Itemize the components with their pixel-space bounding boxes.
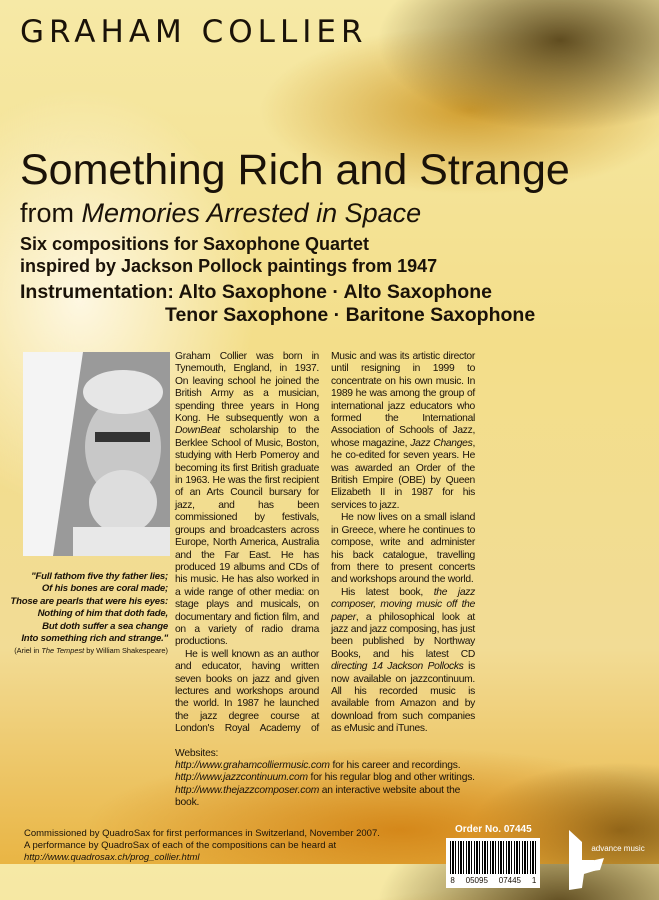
description [20,233,437,277]
composer-photo [23,352,170,556]
quote-line: Those are pearls that were his eyes: [10,595,168,607]
barcode [446,838,540,888]
bio-text: Jazz Changes [410,437,473,449]
website-link[interactable]: http://www.thejazzcomposer.com [175,784,320,796]
footer-link[interactable]: http://www.quadrosax.ch/prog_collier.html [24,851,200,863]
quote-line: Into something rich and strange." [21,633,168,645]
barcode-digit: 05095 [465,875,488,885]
website-link[interactable]: http://www.jazzcontinuum.com [175,772,308,784]
quote-line: But doth suffer a sea change [42,620,168,632]
barcode-bars [450,841,536,874]
bio-paragraph [175,351,319,649]
instrumentation [20,281,535,327]
bio-paragraph: He now lives on a small island in Greece, where he continues to compose, write and administer his back catalogue, travelling from there to present concerts and workshops around the world. [331,512,475,586]
biography [175,351,475,736]
website-desc: an interactive website about the book. [175,784,461,809]
website-item [175,760,475,772]
subtitle-from: from [20,198,82,228]
bio-text: Graham Collier was born in Tynemouth, England, in 1937. On leaving school he joined the British Army as a musician, spending three years in Hong Kong. He subsequently won a [175,351,319,425]
order-number: Order No. 07445 [454,823,532,835]
bio-text: , a philosophical look at jazz and jazz composing, has just been published by Northway Books, and his latest CD [331,611,475,660]
barcode-block [446,824,540,888]
bio-text: DownBeat [175,425,221,437]
bio-text: scholarship to the Berklee School of Music, Boston, studying with Herb Pomeroy and becoming its first British graduate in 1963. He was the first recipient of an Arts Council bursary for jazz, and has been commissioned by festivals, groups and broadcasters across Europe, North America, Australia and the Far East. He has produced 19 albums and CDs of his music. He has also worked in a wide range of other media: on stage plays and musicals, on documentary and fiction film, and on a variety of radio drama productions. [175,425,319,648]
instrumentation-line: Tenor Saxophone · Baritone Saxophone [165,304,536,326]
website-desc: for his regular blog and other writings. [307,772,475,784]
instrumentation-line: Instrumentation: Alto Saxophone · Alto Saxophone [20,281,492,303]
website-link[interactable]: http://www.grahamcolliermusic.com [175,760,330,771]
bio-text: He is well known as an author and educator, having written seven books on jazz and given lectures and workshops around the world. In 1987 he launched the jazz degree course at London's Royal Academy of Music and was its artistic director until resigning in 1999 to concentrate on his own music. In 1989 he was among the group of international jazz educators who formed the International Association of Schools of Jazz, whose magazine, [175,351,475,735]
composer-name: GRAHAM COLLIER [20,14,368,50]
footer-line: A performance by QuadroSax of each of the compositions can be heard at [24,839,337,851]
bio-text: is now available on jazzcontinuum. All his recorded music is available from Amazon and by download from such companies as eMusic and iTunes. [331,661,475,735]
footer-line: Commissioned by QuadroSax for first performances in Switzerland, November 2007. [24,827,380,839]
barcode-digit: 8 [450,875,455,885]
websites [175,748,475,810]
commission-note [24,828,422,864]
publisher-logo [564,830,644,892]
cite-pre: (Ariel in [14,646,42,656]
quote-line: Of his bones are coral made; [41,583,168,595]
bio-text: His latest book, [341,586,434,598]
description-line: inspired by Jackson Pollock paintings from 1947 [20,256,438,276]
publisher-name: advance music [591,843,645,853]
barcode-digit: 07445 [498,875,521,885]
description-line: Six compositions for Saxophone Quartet [20,234,370,254]
quote-line: Nothing of him that doth fade, [37,608,168,620]
bio-paragraph [331,587,475,736]
website-item [175,772,475,784]
bio-text: directing 14 Jackson Pollocks [331,661,464,673]
subtitle-work: Memories Arrested in Space [81,198,422,228]
quote-citation [0,645,168,657]
barcode-number [450,876,536,885]
barcode-digit: 1 [531,875,537,885]
website-desc: for his career and recordings. [329,760,461,771]
shakespeare-quote [0,571,168,658]
websites-heading: Websites: [175,747,219,759]
advance-music-logo-icon [564,830,614,890]
bio-text: , he co-edited for seven years. He was awarded an Order of the British Empire (OBE) by Queen Elizabeth II in 1987 for his services to jazz. [331,437,475,511]
quote-line: "Full fathom five thy father lies; [31,571,168,582]
bio-text: the jazz composer, moving music off the paper [331,586,475,623]
subtitle [20,198,421,229]
footer-row [24,824,644,900]
title: Something Rich and Strange [20,146,570,194]
portrait-illustration [23,352,170,556]
cite-work: The Tempest [41,646,85,656]
cite-post: by William Shakespeare) [84,646,168,656]
website-item [175,785,475,810]
